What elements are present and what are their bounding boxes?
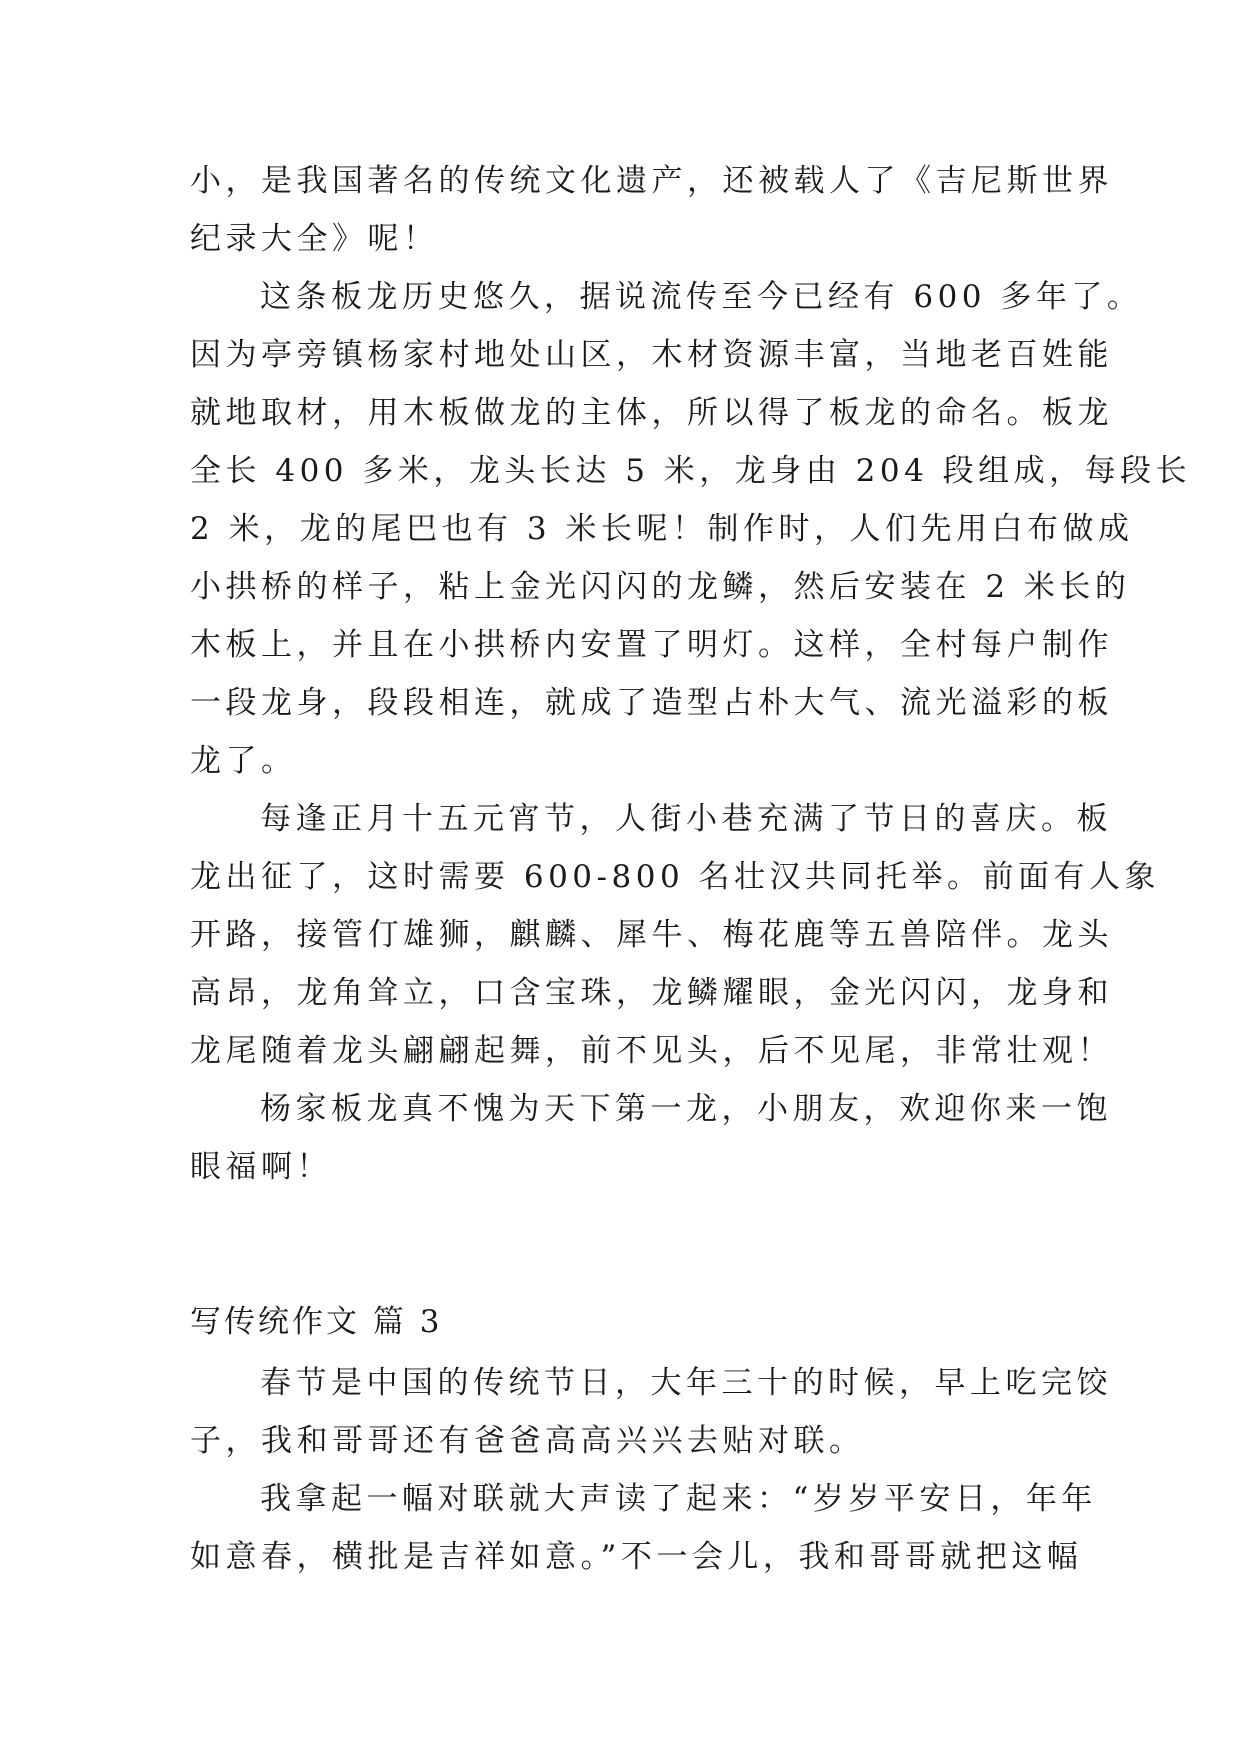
text-line: 龙尾随着龙头翩翩起舞，前不见头，后不见尾，非常壮观！ [190, 1033, 1113, 1069]
paragraph-first-line: 我拿起一幅对联就大声读了起来：“岁岁平安日，年年 [260, 1481, 1097, 1517]
paragraph-first-line: 杨家板龙真不愧为天下第一龙，小朋友，欢迎你来一饱 [260, 1091, 1112, 1127]
text-line: 小拱桥的样子，粘上金光闪闪的龙鳞，然后安装在 2 米长的 [190, 569, 1131, 605]
text-line: 子，我和哥哥还有爸爸高高兴兴去贴对联。 [190, 1423, 865, 1459]
text-line: 木板上，并且在小拱桥内安置了明灯。这样，全村每户制作 [190, 627, 1113, 663]
paragraph-first-line: 这条板龙历史悠久，据说流传至今已经有 600 多年了。 [260, 279, 1143, 315]
section-gap [190, 1196, 1070, 1290]
text-line: 就地取材，用木板做龙的主体，所以得了板龙的命名。板龙 [190, 395, 1113, 431]
text-line: 因为亭旁镇杨家村地处山区，木材资源丰富，当地老百姓能 [190, 337, 1113, 373]
text-line: 2 米，龙的尾巴也有 3 米长呢！制作时，人们先用白布做成 [190, 511, 1134, 547]
text-line: 如意春，横批是吉祥如意。”不一会儿，我和哥哥就把这幅 [190, 1539, 1083, 1575]
text-line: 眼福啊！ [190, 1149, 332, 1185]
text-line: 全长 400 多米，龙头长达 5 米，龙身由 204 段组成，每段长 [190, 453, 1192, 489]
text-line: 开路，接管仃雄狮，麒麟、犀牛、梅花鹿等五兽陪伴。龙头 [190, 917, 1113, 953]
paragraph-first-line: 每逢正月十五元宵节，人街小巷充满了节日的喜庆。板 [260, 801, 1112, 837]
text-line: 高昂，龙角耸立，口含宝珠，龙鳞耀眼，金光闪闪，龙身和 [190, 975, 1113, 1011]
text-line: 小，是我国著名的传统文化遗产，还被载人了《吉尼斯世界 [190, 163, 1113, 199]
paragraph-first-line: 春节是中国的传统节日，大年三十的时候，早上吃完饺 [260, 1365, 1112, 1401]
text-line: 龙出征了，这时需要 600-800 名壮汉共同托举。前面有人象 [190, 859, 1161, 895]
section-heading: 写传统作文 篇 3 [190, 1304, 443, 1340]
text-line: 龙了。 [190, 743, 297, 779]
text-line: 纪录大全》呢！ [190, 221, 439, 257]
document-body [190, 152, 1192, 1586]
text-line: 一段龙身，段段相连，就成了造型占朴大气、流光溢彩的板 [190, 685, 1113, 721]
